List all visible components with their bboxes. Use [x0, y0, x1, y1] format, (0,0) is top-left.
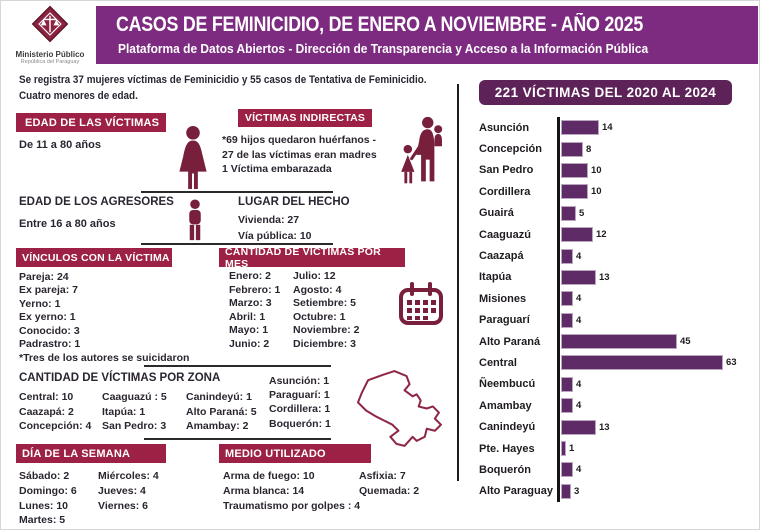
chart-value-label: 4: [576, 314, 582, 326]
list-item: 27 de las víctimas eran madres: [222, 148, 377, 161]
chart-bar: [562, 378, 572, 391]
chart-bar-track: [557, 416, 610, 437]
chart-value-label: 63: [726, 357, 737, 369]
chart-row: [479, 203, 757, 224]
calendar-icon: [398, 281, 444, 332]
chart-value-label: 4: [576, 293, 582, 305]
woman-victim-icon: [175, 125, 211, 196]
lugar-hecho-title: LUGAR DEL HECHO: [238, 196, 350, 208]
victimas-indirectas-lines: [222, 133, 377, 177]
chart-bar-track: [557, 181, 602, 202]
meses-col1: [229, 270, 280, 352]
list-item: Junio: 2: [229, 337, 270, 350]
chart-category-label: Itapúa: [479, 271, 512, 284]
chart-category-label: San Pedro: [479, 164, 534, 177]
page-title: CASOS DE FEMINICIDIO, DE ENERO A NOVIEMBRE - AÑO 2025: [116, 13, 644, 36]
vertical-divider: [457, 84, 459, 481]
chart-value-label: 8: [586, 143, 592, 155]
chart-row: [479, 331, 757, 352]
chart-category-label: Paraguarí: [479, 314, 530, 327]
bar-chart-rows: [479, 117, 757, 502]
section-header-por-mes: CANTIDAD DE VÍCTIMAS POR MES: [219, 248, 405, 267]
list-item: Paraguarí: 1: [269, 389, 330, 402]
list-item: Diciembre: 3: [293, 337, 357, 350]
chart-title-badge: 221 VÍCTIMAS DEL 2020 AL 2024: [479, 80, 732, 105]
man-aggressor-icon: [181, 199, 209, 248]
list-item: Viernes: 6: [98, 499, 149, 512]
chart-bar-track: [557, 138, 591, 159]
list-item: Asunción: 1: [269, 375, 330, 387]
chart-bar: [562, 228, 592, 241]
list-item: Yerno: 1: [19, 297, 61, 310]
list-item: Lunes: 10: [19, 499, 69, 512]
chart-category-label: Guairá: [479, 207, 514, 220]
chart-category-label: Central: [479, 356, 517, 369]
list-item: Marzo: 3: [229, 297, 272, 310]
ministerio-publico-logo: [5, 4, 95, 66]
dias-col2: [98, 469, 159, 513]
chart-value-label: 12: [596, 229, 607, 241]
chart-bar-track: [557, 267, 610, 288]
chart-bar: [562, 185, 587, 198]
chart-row: [479, 181, 757, 202]
chart-bar-track: [557, 224, 607, 245]
chart-category-label: Canindeyú: [479, 421, 536, 434]
mother-with-children-icon: [399, 115, 447, 194]
chart-row: [479, 374, 757, 395]
chart-bar-track: [557, 160, 602, 181]
list-item: Octubre: 1: [293, 310, 346, 323]
intro-text: [19, 72, 427, 104]
list-item: Julio: 12: [293, 270, 336, 282]
chart-bar-track: [557, 438, 574, 459]
chart-value-label: 10: [591, 164, 602, 176]
chart-row: [479, 138, 757, 159]
chart-row: [479, 459, 757, 480]
vinculos-list: [19, 271, 80, 351]
chart-bar: [562, 250, 572, 263]
list-item: Domingo: 6: [19, 484, 77, 497]
edad-agresores-value: Entre 16 a 80 años: [19, 218, 116, 230]
chart-row: [479, 310, 757, 331]
list-item: Sábado: 2: [19, 470, 70, 482]
list-item: Alto Paraná: 5: [186, 405, 257, 418]
divider: [144, 438, 331, 440]
chart-row: [479, 160, 757, 181]
chart-bar: [562, 143, 582, 156]
chart-bar-track: [557, 288, 581, 309]
chart-bar: [562, 442, 565, 455]
list-item: Central: 10: [19, 391, 74, 403]
chart-bar: [562, 463, 572, 476]
chart-value-label: 1: [569, 443, 575, 455]
divider: [144, 365, 331, 367]
chart-value-label: 10: [591, 186, 602, 198]
chart-bar-track: [557, 245, 581, 266]
chart-category-label: Misiones: [479, 292, 527, 305]
chart-value-label: 4: [576, 400, 582, 412]
dias-col1: [19, 469, 77, 528]
list-item: Itapúa: 1: [102, 405, 146, 418]
list-item: Caaguazú : 5: [102, 391, 167, 403]
section-header-edad-victimas: EDAD DE LAS VÍCTIMAS: [16, 113, 166, 132]
bar-chart: [479, 117, 757, 502]
list-item: Amambay: 2: [186, 420, 249, 432]
chart-category-label: Ñeembucú: [479, 378, 536, 391]
chart-bar: [562, 164, 587, 177]
chart-value-label: 4: [576, 464, 582, 476]
edad-agresores-title: EDAD DE LOS AGRESORES: [19, 196, 174, 208]
section-header-dia-semana: DÍA DE LA SEMANA: [16, 444, 166, 463]
chart-category-label: Concepción: [479, 143, 542, 156]
list-item: Quemada: 2: [359, 484, 420, 497]
chart-row: [479, 267, 757, 288]
zona-col2: [102, 390, 167, 434]
list-item: 1 Víctima embarazada: [222, 163, 332, 175]
chart-row: [479, 481, 757, 502]
chart-bar: [562, 356, 722, 369]
list-item: Ex yerno: 1: [19, 311, 76, 324]
chart-category-label: Amambay: [479, 399, 532, 412]
chart-category-label: Pte. Hayes: [479, 442, 535, 455]
chart-category-label: Caaguazú: [479, 228, 531, 241]
chart-value-label: 4: [576, 250, 582, 262]
list-item: Pareja: 24: [19, 271, 69, 283]
chart-value-label: 3: [574, 485, 580, 497]
list-item: Abril: 1: [229, 310, 266, 323]
chart-bar-track: [557, 459, 581, 480]
chart-bar-track: [557, 203, 584, 224]
chart-bar: [562, 121, 598, 134]
list-item: Febrero: 1: [229, 283, 281, 296]
list-item: Asfixia: 7: [359, 470, 406, 482]
list-item: Cordillera: 1: [269, 403, 331, 416]
chart-category-label: Asunción: [479, 121, 530, 134]
list-item: Miércoles: 4: [98, 470, 159, 482]
list-item: Concepción: 4: [19, 420, 92, 432]
edad-victimas-value: De 11 a 80 años: [19, 139, 101, 151]
chart-category-label: Caazapá: [479, 250, 524, 263]
list-item: Padrastro: 1: [19, 338, 81, 351]
chart-row: [479, 438, 757, 459]
intro-line-1: Se registra 37 mujeres víctimas de Feminicidio y 55 casos de Tentativa de Feminicidio.: [19, 74, 427, 86]
list-item: Martes: 5: [19, 514, 66, 527]
chart-bar: [562, 271, 595, 284]
chart-row: [479, 288, 757, 309]
zona-col3: [186, 390, 257, 434]
chart-row: [479, 352, 757, 373]
zona-col1: [19, 390, 91, 434]
por-zona-title: CANTIDAD DE VÍCTIMAS POR ZONA: [19, 372, 221, 384]
chart-bar: [562, 399, 572, 412]
list-item: Conocido: 3: [19, 324, 80, 337]
chart-row: [479, 245, 757, 266]
meses-col2: [293, 270, 360, 352]
chart-value-label: 5: [579, 207, 585, 219]
chart-row: [479, 416, 757, 437]
scales-of-justice-icon: [29, 4, 71, 44]
chart-value-label: 13: [599, 271, 610, 283]
list-item: Arma de fuego: 10: [223, 470, 315, 482]
list-item: Boquerón: 1: [269, 417, 331, 430]
chart-row: [479, 224, 757, 245]
page-subtitle: Plataforma de Datos Abiertos - Dirección de Transparencia y Acceso a la Información Pública: [118, 41, 649, 56]
list-item: Arma blanca: 14: [223, 484, 305, 497]
chart-value-label: 14: [602, 122, 613, 134]
medio-col2: [359, 469, 419, 499]
chart-bar-track: [557, 117, 613, 138]
list-item: Vivienda: 27: [238, 214, 300, 226]
chart-category-label: Alto Paraguay: [479, 485, 553, 498]
list-item: Vía pública: 10: [238, 229, 312, 242]
chart-bar-track: [557, 331, 691, 352]
list-item: San Pedro: 3: [102, 420, 167, 432]
section-header-victimas-indirectas: VÍCTIMAS INDIRECTAS: [238, 109, 372, 127]
list-item: Enero: 2: [229, 270, 272, 282]
lugar-hecho-lines: [238, 213, 312, 244]
list-item: Agosto: 4: [293, 283, 342, 296]
list-item: Caazapá: 2: [19, 405, 74, 418]
chart-category-label: Boquerón: [479, 463, 531, 476]
section-header-vinculos: VÍNCULOS CON LA VÍCTIMA: [16, 248, 172, 267]
list-item: Setiembre: 5: [293, 297, 357, 310]
chart-value-label: 4: [576, 378, 582, 390]
header-band: [96, 6, 758, 64]
section-header-medio: MEDIO UTILIZADO: [219, 444, 371, 463]
list-item: *69 hijos quedaron huérfanos -: [222, 134, 377, 146]
list-item: Mayo: 1: [229, 324, 269, 337]
chart-bar: [562, 335, 676, 348]
list-item: Jueves: 4: [98, 484, 146, 497]
chart-category-label: Cordillera: [479, 185, 531, 198]
logo-org-name: Ministerio Público: [15, 50, 85, 59]
list-item: Ex pareja: 7: [19, 284, 78, 297]
chart-bar: [562, 314, 572, 327]
chart-bar-track: [557, 481, 579, 502]
chart-bar-track: [557, 374, 581, 395]
vinculos-note: *Tres de los autores se suicidaron: [19, 352, 190, 364]
chart-value-label: 13: [599, 421, 610, 433]
logo-org-subtitle: República del Paraguay: [20, 59, 80, 65]
chart-row: [479, 395, 757, 416]
chart-bar: [562, 292, 572, 305]
list-item: Traumatismo por golpes : 4: [223, 499, 361, 512]
chart-bar: [562, 485, 570, 498]
chart-bar-track: [557, 352, 737, 373]
chart-bar: [562, 421, 595, 434]
list-item: Canindeyú: 1: [186, 391, 252, 403]
chart-row: [479, 117, 757, 138]
chart-bar: [562, 207, 575, 220]
intro-line-2: Cuatro menores de edad.: [19, 90, 138, 102]
chart-bar-track: [557, 310, 581, 331]
chart-value-label: 45: [680, 336, 691, 348]
list-item: Noviembre: 2: [293, 324, 360, 337]
zona-col4: [269, 374, 331, 431]
chart-category-label: Alto Paraná: [479, 335, 541, 348]
divider: [141, 191, 333, 193]
medio-col1: [223, 469, 360, 513]
chart-bar-track: [557, 395, 581, 416]
